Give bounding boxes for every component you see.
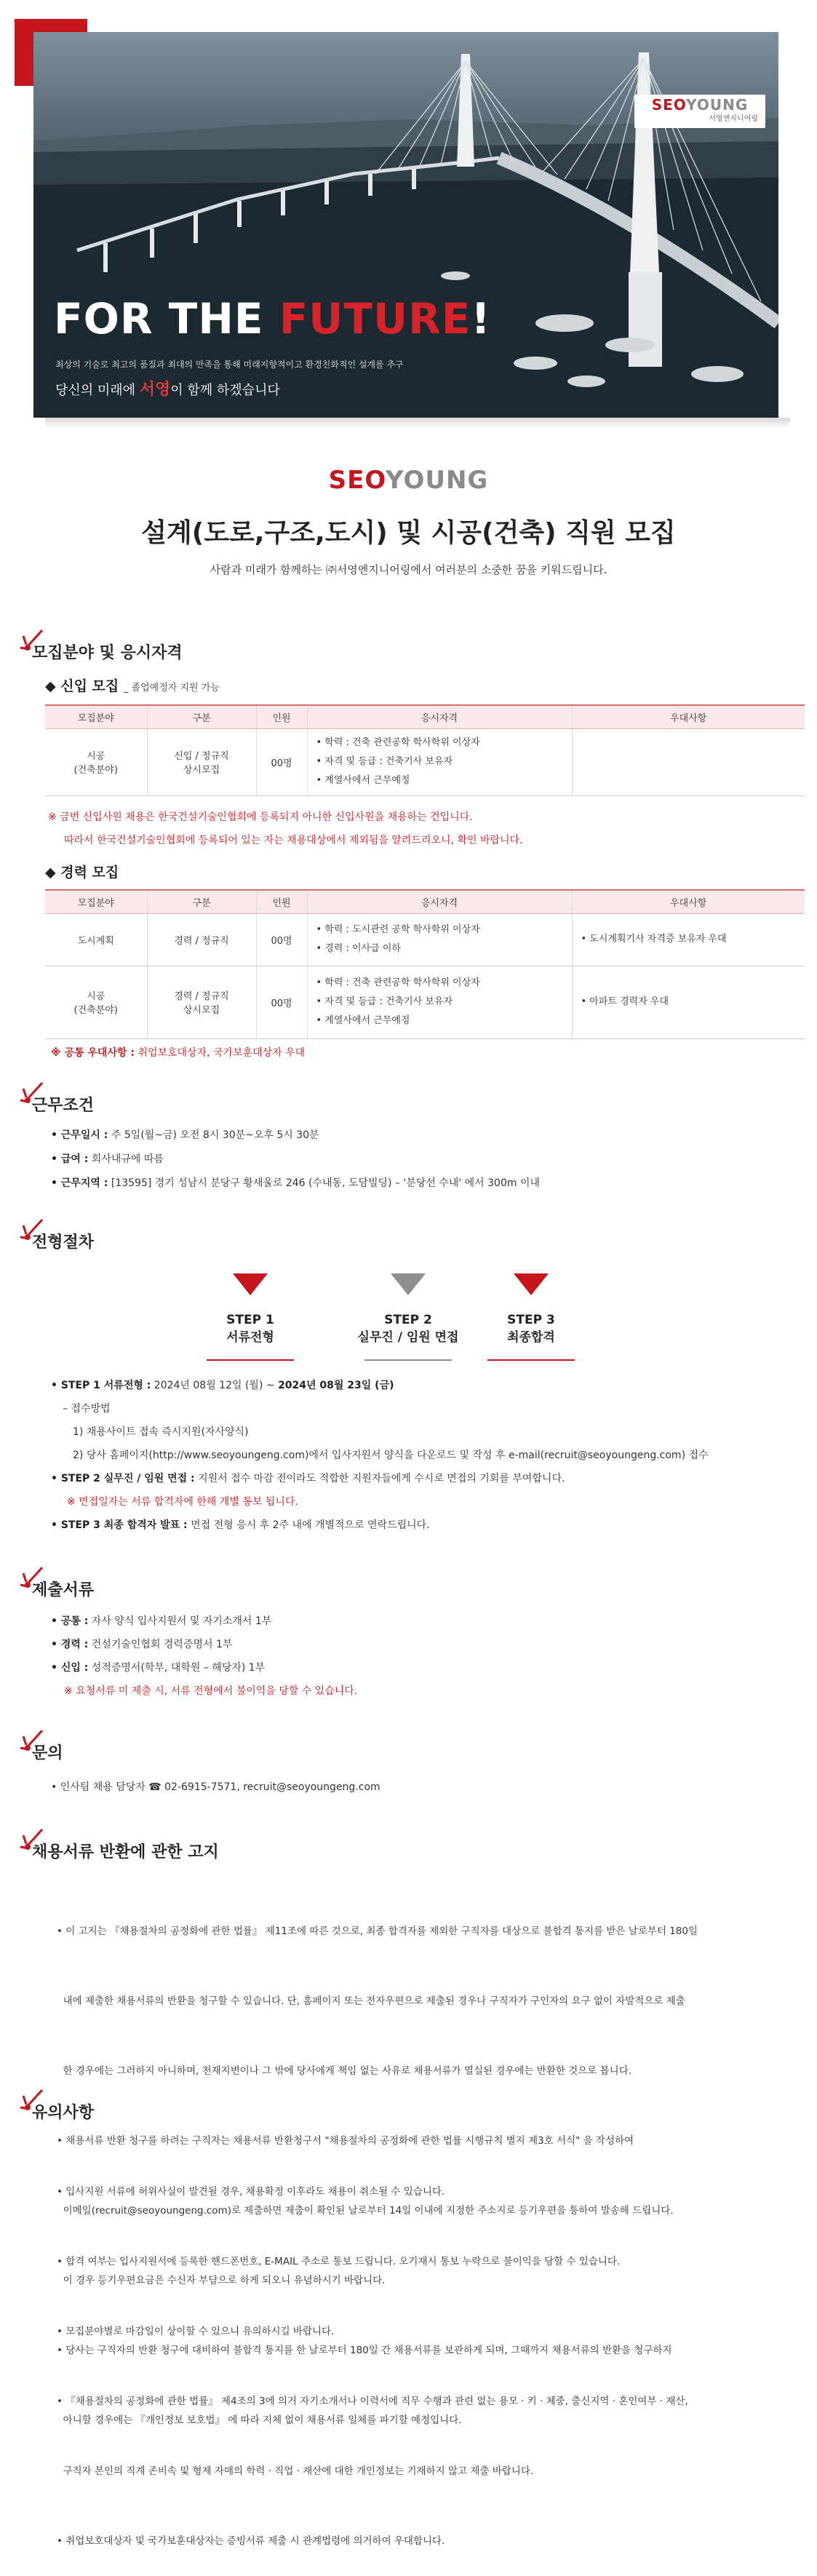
section-recruit: [22, 639, 183, 668]
table-row: 시공 (건축분야) 경력 / 정규직 상시모집 00명 • 학력 : 건축 관련공학 학사학위 이상자 • 자격 및 등급 : 건축기사 보유자 • 계열사에서 근무예정 • 아파트 경력자 우대: [45, 966, 805, 1038]
hero-tagline: 최상의 기술로 최고의 품질과 최대의 만족을 통해 미래지향적이고 환경친화적인 설계를 추구: [55, 359, 404, 370]
col-count: 인원: [256, 705, 307, 728]
career-recruit-table: 모집분야 구분 인원 응시자격 우대사항 도시계획 경력 / 정규직 00명 • 학력 : 도시관련 공학 학사학위 이상자 • 경력 : 이사급 이하 • 도시계획기사 자격증 보유자 우대 시공 (건축분야) 경력 / 정규직 상시모집 00명 • 학력 : 건축 관련공학 학사학위 이상자 • 자격 및 등급 : 건축기사 보유자 • 계열사에서 근무예정 • 아파트 경력자 우대: [45, 889, 805, 1039]
triangle-down-icon: [233, 1273, 268, 1295]
col-pref: 우대사항: [572, 705, 805, 728]
contact-info: • 인사팀 채용 담당자 ☎ 02-6915-7571, recruit@seoyoungeng.com: [51, 1781, 380, 1793]
triangle-down-icon: [514, 1273, 549, 1295]
process-details: • STEP 1 서류전형 : 2024년 08월 12일 (월) ~ 2024년 08월 23일 (금) – 접수방법 1) 채용사이트 접속 즉시지원(자사양식) 2) 당사 홈페이지(http://www.seoyoungeng.com)에서 입사지원서 양식을 다운로드 및 작성 후 e-mail(recruit@seoyoungeng.com) 접수 • STEP 2 실무진 / 임원 면접 : 지원서 접수 마감 전이라도 적합한 지원자들에게 수시로 면접의 기회를 부여합니다. ※ 면접일자는 서류 합격자에 한해 개별 통보 됩니다. • STEP 3 최종 합격자 발표 : 면접 전형 응시 후 2주 내에 개별적으로 연락드립니다.: [51, 1380, 709, 1531]
new-warning-1: ※ 금번 신입사원 채용은 한국건설기술인협회에 등록되지 아니한 신입사원을 채용하는 건입니다.: [48, 811, 473, 823]
page-subtitle: 사람과 미래가 함께하는 ㈜서영엔지니어링에서 여러분의 소중한 꿈을 키워드립니다.: [210, 563, 607, 576]
step-3: STEP 3 최종합격: [487, 1273, 575, 1361]
col-type: 구분: [147, 705, 256, 728]
work-conditions: • 근무일시 : 주 5일(월~금) 오전 8시 30분~오후 5시 30분 • 급여 : 회사내규에 따름 • 근무지역 : [13595] 경기 성남시 분당구 황새울로 246 (수내동, 도담빌딩) – '분당선 수내' 에서 300m 이내: [51, 1129, 540, 1189]
common-preference: ※ 공통 우대사항 : 취업보호대상자, 국가보훈대상자 우대: [51, 1047, 306, 1059]
return-notice-text: • 이 고지는 『채용절차의 공정화에 관한 법률』 제11조에 따른 것으로, 최종 합격자를 제외한 구직자를 대상으로 불합격 통지를 받은 날로부터 180일 내에 제출한 채용서류의 반환을 청구할 수 있습니다. 단, 홈페이지 또는 전자우편으로 제출된 경우나 구직자가 구인자의 요구 없이 자발적으로 제출 한 경우에는 그러하지 아니하며, 천재지변이나 그 밖에 당사에게 책임 없는 사유로 채용서류가 멸실된 경우에는 반환한 것으로 봅니다. • 채용서류 반환 청구를 하려는 구직자는 채용서류 반환청구서 "채용절차의 공정화에 관한 법률 시행규칙 별지 제3호 서식" 을 작성하여 이메일(recruit@seoyoungeng.com)로 제출하면 제출이 확인된 날로부터 14일 이내에 지정한 주소지로 등기우편을 통하여 발송해 드립니다. 이 경우 등기우편요금은 수신자 부담으로 하게 되오니 유념하시기 바랍니다. • 당사는 구직자의 반환 청구에 대비하여 불합격 통지를 한 날로부터 180일 간 채용서류를 보관하게 되며, 그때까지 채용서류의 반환을 청구하지 아니할 경우에는 『개인정보 보호법』 에 따라 지체 없이 채용서류 일체를 파기할 예정입니다.: [57, 1925, 698, 2426]
triangle-down-icon: [391, 1273, 426, 1295]
section-process: 전형절차: [22, 1228, 94, 1257]
brand-logo: SEOYOUNG: [328, 466, 489, 495]
section-work: 근무조건: [22, 1092, 94, 1121]
docs-list: • 공통 : 자사 양식 입사지원서 및 자기소개서 1부 • 경력 : 건설기술인협회 경력증명서 1부 • 신입 : 성적증명서(학부, 대학원 – 해당자) 1부 ※ 요청서류 미 제출 시, 서류 전형에서 불이익을 당할 수 있습니다.: [51, 1615, 358, 1697]
hero-logo: SEOYOUNG 서영엔지니어링: [634, 95, 765, 128]
step-2: STEP 2 실무진 / 임원 면접: [346, 1273, 470, 1361]
section-contact: 문의: [22, 1739, 63, 1768]
hero-banner: [33, 32, 778, 418]
new-recruit-table: [45, 704, 805, 796]
col-field: 모집분야: [45, 705, 147, 728]
caution-text: • 입사지원 서류에 허위사실이 발견될 경우, 채용확정 이후라도 채용이 취소될 수 있습니다. • 합격 여부는 입사지원서에 등록한 핸드폰번호, E-MAIL 주소로 통보 드립니다. 오기재시 통보 누락으로 불이익을 당할 수 있습니다. • 모집분야별로 마감일이 상이할 수 있으니 유의하시길 바랍니다. • 『채용절차의 공정화에 관한 법률』 제4조의 3에 의거 자기소개서나 이력서에 직무 수행과 관련 없는 용모 · 키 · 체중, 출신지역 · 혼인여부 · 재산, 구직자 본인의 직계 존비속 및 형제 자매의 학력 · 직업 · 재산에 대한 개인정보는 기재하지 않고 제출 바랍니다. • 취업보호대상자 및 국가보훈대상자는 증빙서류 제출 시 관계법령에 의거하여 우대합니다.: [57, 2186, 688, 2547]
section-title: 모집분야 및 응시자격: [32, 644, 183, 662]
section-return-notice: 채용서류 반환에 관한 고지: [22, 1838, 219, 1867]
section-caution: 유의사항: [22, 2099, 94, 2128]
table-row: 도시계획 경력 / 정규직 00명 • 학력 : 도시관련 공학 학사학위 이상자 • 경력 : 이사급 이하 • 도시계획기사 자격증 보유자 우대: [45, 913, 805, 966]
step-1: STEP 1 서류전형: [207, 1273, 294, 1361]
hero-title: FOR THE FUTURE!: [54, 294, 491, 343]
new-recruit-title: ◆ 신입 모집 _ 졸업예정자 지원 가능: [45, 678, 220, 694]
table-row: 시공 (건축분야) 신입 / 정규직 상시모집 00명 • 학력 : 건축 관련공학 학사학위 이상자 • 자격 및 등급 : 건축기사 보유자 • 계열사에서 근무예정: [45, 728, 805, 795]
new-warning-2: 따라서 한국건설기술인협회에 등록되어 있는 자는 채용대상에서 제외됨을 알려드리오니, 확인 바랍니다.: [64, 835, 523, 846]
hero-slogan: 당신의 미래에 서영이 함께 하겠습니다: [55, 381, 280, 399]
career-recruit-title: ◆ 경력 모집: [45, 864, 119, 880]
col-quals: 응시자격: [307, 705, 572, 728]
section-docs: 제출서류: [22, 1576, 94, 1605]
page-title: 설계(도로,구조,도시) 및 시공(건축) 직원 모집: [141, 518, 676, 548]
